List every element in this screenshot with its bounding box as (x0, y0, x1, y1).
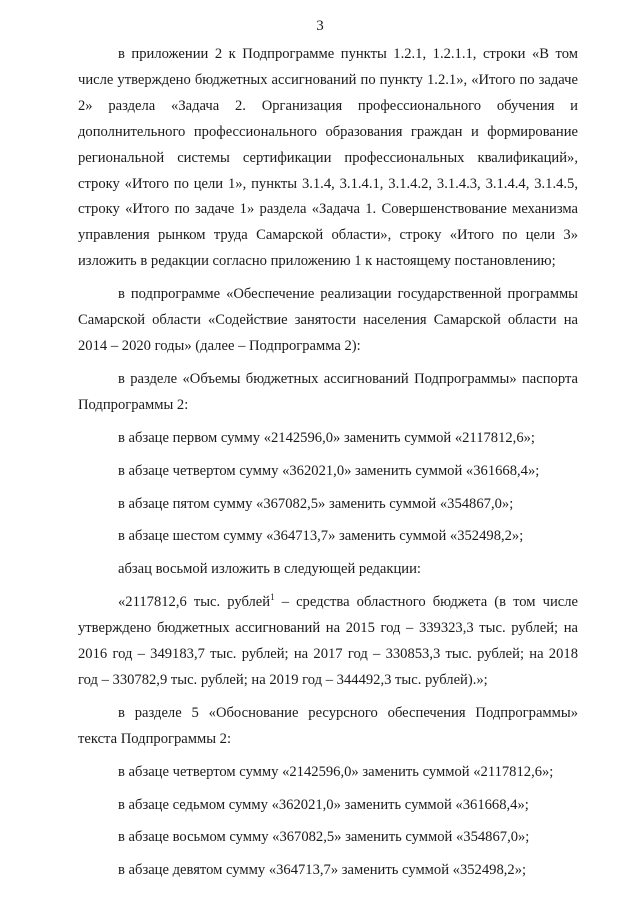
paragraph-subprogram-2-intro: в подпрограмме «Обеспечение реализации государственной программы Самарской области «Содействие занятости населения Самарской области на 2014 – 2020 годы» (далее – Подпрограмма 2): (78, 286, 578, 354)
paragraph-first-paragraph-sum: в абзаце первом сумму «2142596,0» заменить суммой «2117812,6»; (118, 429, 535, 446)
paragraph-appendix-2-amendments: в приложении 2 к Подпрограмме пункты 1.2.1, 1.2.1.1, строки «В том числе утверждено бюджетных ассигнований по пункту 1.2.1», «Итого по задаче 2» раздела «Задача 2. Организация профессионального обучения и дополнительного профессионального образования граждан и формирование региональной системы сертификации профессиональных квалификаций», строку «Итого по цели 1», пункты 3.1.4, 3.1.4.1, 3.1.4.2, 3.1.4.3, 3.1.4.4, 3.1.4.5, строку «Итого по задаче 1» раздела «Задача 1. Совершенствование механизма управления рынком труда Самарской области», строку «Итого по цели 3» изложить в редакции согласно приложению 1 к настоящему постановлению; (78, 46, 578, 270)
budget-total-text: «2117812,6 тыс. рублей (118, 594, 271, 611)
paragraph-sixth-paragraph-sum: в абзаце шестом сумму «364713,7» заменить суммой «352498,2»; (118, 528, 524, 545)
paragraph-passport-section: в разделе «Объемы бюджетных ассигнований Подпрограммы» паспорта Подпрограммы 2: (78, 370, 578, 413)
page-number: 3 (316, 18, 324, 34)
paragraph-section-5-intro: в разделе 5 «Обоснование ресурсного обеспечения Подпрограммы» текста Подпрограммы 2: (78, 704, 578, 747)
budget-breakdown-text: – средства областного бюджета (в том числе утверждено бюджетных ассигнований на 2015 год – 339323,3 тыс. рублей; на 2016 год – 349183,7 тыс. рублей; на 2017 год – 330853,3 тыс. рублей; на 2018 год – 330782,9 тыс. рублей; на 2019 год – 344492,3 тыс. рублей).»; (78, 594, 578, 688)
paragraph-section-5-fourth: в абзаце четвертом сумму «2142596,0» заменить суммой «2117812,6»; (118, 763, 554, 780)
paragraph-section-5-eighth: в абзаце восьмом сумму «367082,5» заменить суммой «354867,0»; (118, 829, 530, 846)
footnote-mark: 1 (270, 592, 275, 603)
paragraph-eighth-paragraph-text (78, 590, 578, 694)
paragraph-fourth-paragraph-sum: в абзаце четвертом сумму «362021,0» заменить суммой «361668,4»; (118, 462, 540, 479)
document-body (78, 42, 578, 884)
paragraph-section-5-ninth: в абзаце девятом сумму «364713,7» заменить суммой «352498,2»; (118, 862, 527, 879)
paragraph-fifth-paragraph-sum: в абзаце пятом сумму «367082,5» заменить суммой «354867,0»; (118, 495, 514, 512)
paragraph-section-5-seventh: в абзаце седьмом сумму «362021,0» заменить суммой «361668,4»; (118, 796, 529, 813)
paragraph-eighth-paragraph-intro: абзац восьмой изложить в следующей редакции: (118, 561, 421, 578)
